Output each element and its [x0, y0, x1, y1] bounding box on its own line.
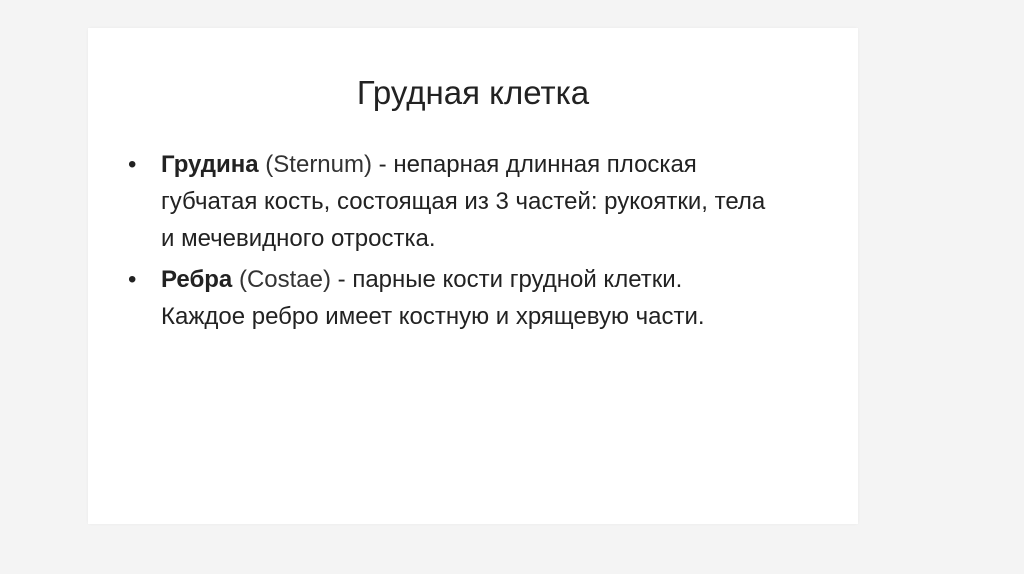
- term-ribs: Ребра: [161, 266, 239, 293]
- slide: [88, 28, 858, 524]
- term-sternum: Грудина: [161, 151, 266, 178]
- bullet-point-icon: •: [128, 266, 137, 293]
- bullet-item-sternum: [128, 146, 768, 257]
- description-sternum: - непарная длинная плоская губчатая кость, состоящая из 3 частей: рукоятки, тела и мечевидного отростка.: [161, 151, 766, 252]
- bullet-list: [128, 146, 768, 339]
- description-ribs: - парные кости грудной клетки. Каждое ребро имеет костную и хрящевую части.: [161, 266, 705, 330]
- latin-ribs: (Costae): [238, 266, 338, 293]
- bullet-item-ribs: [128, 261, 768, 335]
- bullet-point-icon: •: [128, 151, 137, 178]
- slide-title: Грудная клетка: [356, 74, 590, 111]
- latin-sternum: (Sternum): [265, 151, 379, 178]
